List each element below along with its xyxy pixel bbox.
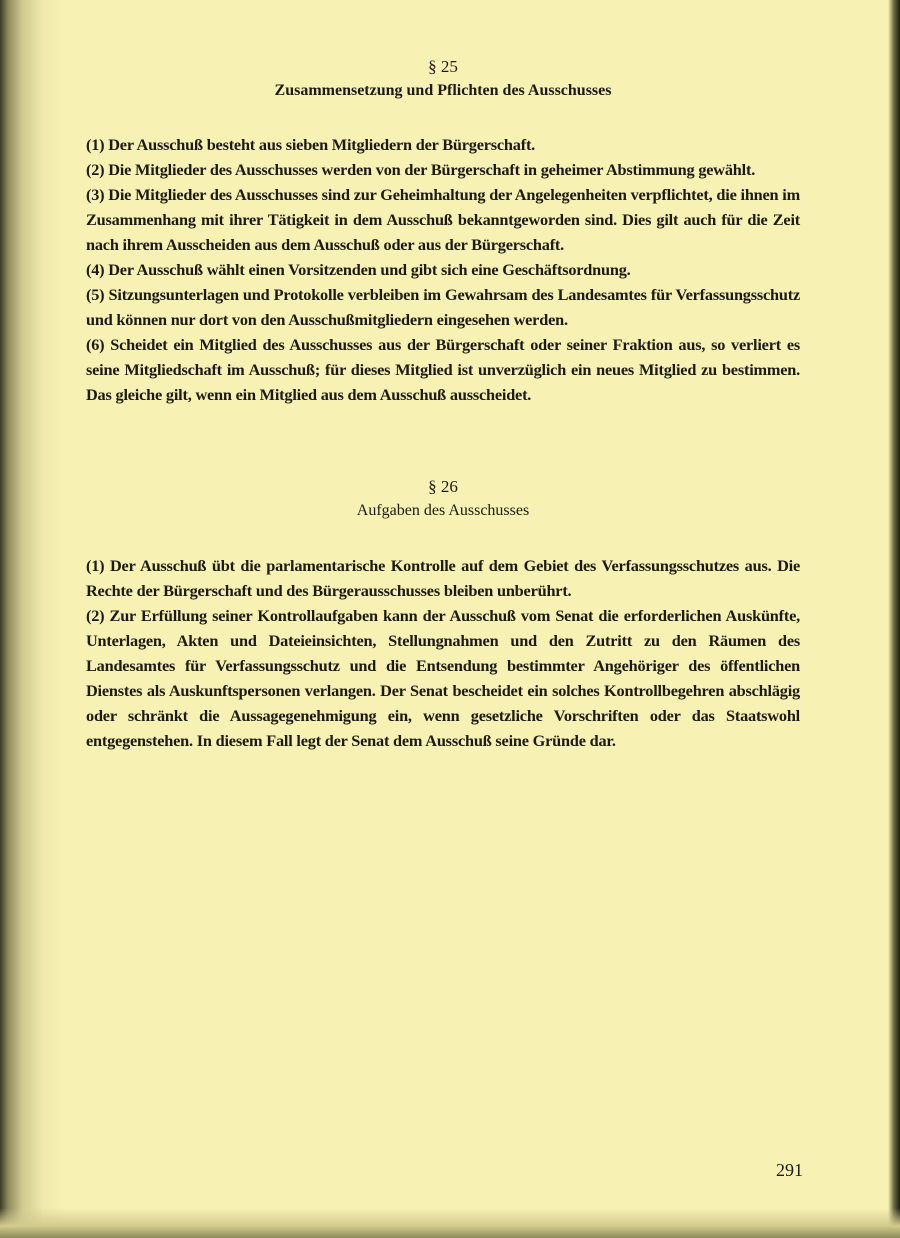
section-25-heading [86, 55, 800, 103]
section-25-paragraph-4: (4) Der Ausschuß wählt einen Vorsitzenden und gibt sich eine Geschäftsordnung. [86, 260, 631, 279]
section-26-heading [86, 475, 800, 523]
section-26-paragraph-2: (2) Zur Erfüllung seiner Kontrollaufgaben kann der Ausschuß vom Senat die erforderlichen Auskünfte, Unterlagen, Akten und Dateieinsichten, Stellungnahmen und den Zutritt zu den Räumen des Landesamtes für Verfassungsschutz und die Entsendung bestimmter Angehöriger des öffentlichen Dienstes als Auskunftspersonen verlangen. Der Senat bescheidet ein solches Kontrollbegehren abschlägig oder schränkt die Aussagegenehmigung ein, wenn gesetzliche Vorschriften oder das Staatswohl entgegenstehen. In diesem Fall legt der Senat dem Ausschuß seine Gründe dar. [86, 606, 800, 750]
page-number: 291 [776, 1160, 803, 1180]
binding-shadow [0, 0, 64, 1238]
page-edge-bottom [0, 1208, 900, 1238]
section-25-title: Zusammensetzung und Pflichten des Ausschusses [274, 82, 612, 99]
page-content [86, 55, 800, 753]
section-25-paragraph-2: (2) Die Mitglieder des Ausschusses werden von der Bürgerschaft in geheimer Abstimmung gewählt. [86, 160, 756, 179]
page-edge-right [888, 0, 900, 1238]
section-25-number: § 25 [428, 57, 458, 76]
section-25-paragraph-3: (3) Die Mitglieder des Ausschusses sind zur Geheimhaltung der Angelegenheiten verpflichtet, die ihnen im Zusammenhang mit ihrer Tätigkeit in dem Ausschuß bekanntgeworden sind. Dies gilt auch für die Zeit nach ihrem Ausscheiden aus dem Ausschuß oder aus der Bürgerschaft. [86, 185, 800, 254]
section-25-paragraph-5: (5) Sitzungsunterlagen und Protokolle verbleiben im Gewahrsam des Landesamtes für Verfassungsschutz und können nur dort von den Ausschußmitgliedern eingesehen werden. [86, 285, 800, 329]
section-26-number: § 26 [428, 477, 458, 496]
section-26-paragraph-1: (1) Der Ausschuß übt die parlamentarische Kontrolle auf dem Gebiet des Verfassungsschutzes aus. Die Rechte der Bürgerschaft und des Bürgerausschusses bleiben unberührt. [86, 556, 800, 600]
section-25-paragraph-1: (1) Der Ausschuß besteht aus sieben Mitgliedern der Bürgerschaft. [86, 135, 536, 154]
section-26-title: Aufgaben des Ausschusses [356, 502, 530, 519]
section-25-paragraph-6: (6) Scheidet ein Mitglied des Ausschusses aus der Bürgerschaft oder seiner Fraktion aus, so verliert es seine Mitgliedschaft im Ausschuß; für dieses Mitglied ist unverzüglich ein neues Mitglied zu bestimmen. Das gleiche gilt, wenn ein Mitglied aus dem Ausschuß ausscheidet. [86, 335, 800, 404]
